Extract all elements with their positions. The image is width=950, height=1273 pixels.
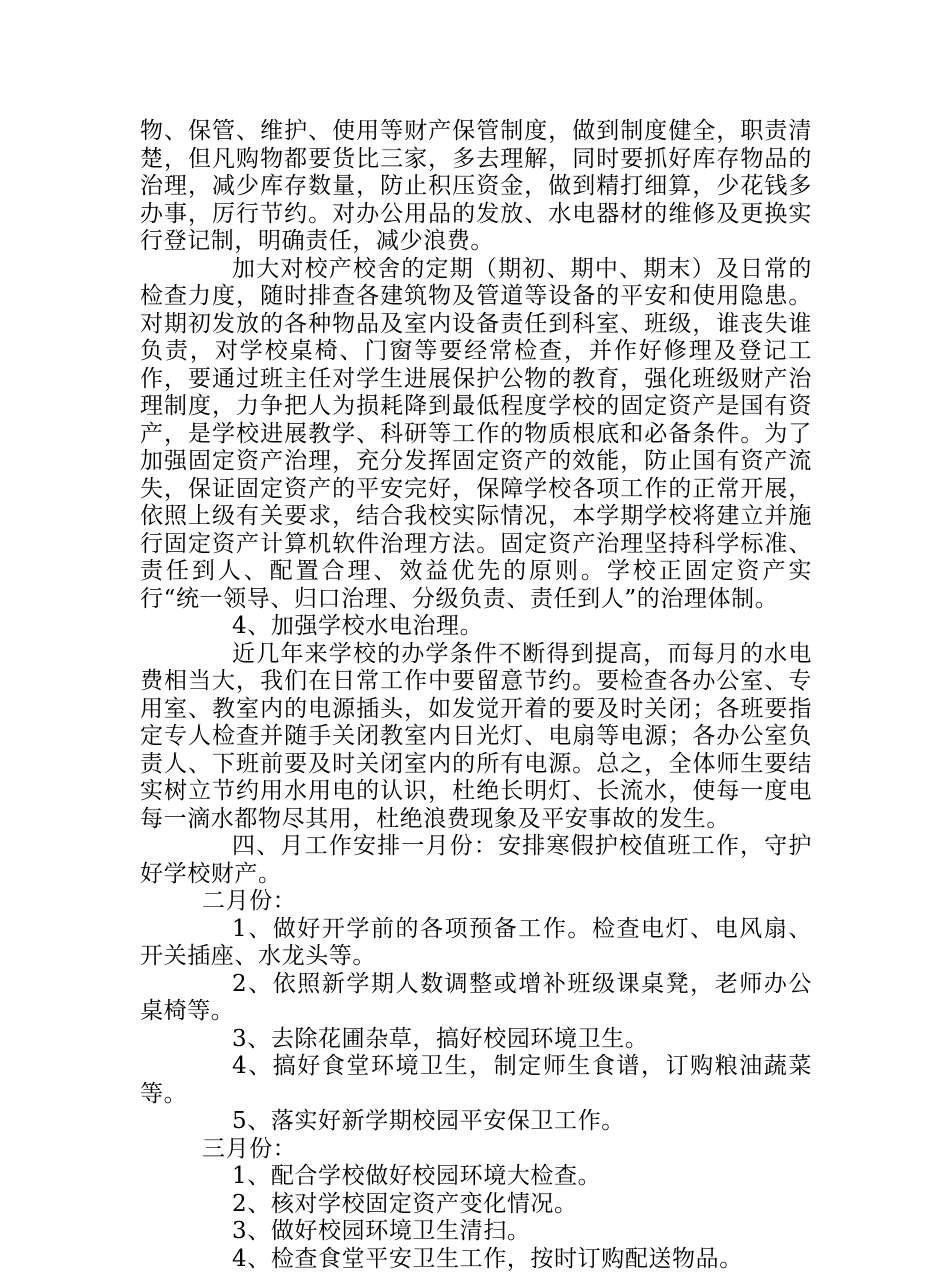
list-item-february-2: 2、依照新学期人数调整或增补班级课桌凳，老师办公桌椅等。: [140, 971, 812, 1026]
list-item-february-4: 4、搞好食堂环境卫生，制定师生食谱，订购粮油蔬菜等。: [140, 1053, 812, 1108]
list-item-march-2: 2、核对学校固定资产变化情况。: [140, 1191, 812, 1219]
paragraph-water-electricity: 近几年来学校的办学条件不断得到提高，而每月的水电费相当大，我们在日常工作中要留意节约。要检查各办公室、专用室、教室内的电源插头，如发觉开着的要及时关闭；各班要指定专人检查并随手关闭教室内日光灯、电扇等电源；各办公室负责人、下班前要及时关闭室内的所有电源。总之，全体师生要结实树立节约用水用电的认识，杜绝长明灯、长流水，使每一度电每一滴水都物尽其用，杜绝浪费现象及平安事故的发生。: [140, 641, 812, 834]
paragraph-inspection: 加大对校产校舍的定期（期初、期中、期末）及日常的检查力度，随时排查各建筑物及管道等设备的平安和使用隐患。对期初发放的各种物品及室内设备责任到科室、班级，谁丧失谁负责，对学校桌椅、门窗等要经常检查，并作好修理及登记工作，要通过班主任对学生进展保护公物的教育，强化班级财产治理制度，力争把人为损耗降到最低程度学校的固定资产是国有资产，是学校进展教学、科研等工作的物质根底和必备条件。为了加强固定资产治理，充分发挥固定资产的效能，防止国有资产流失，保证固定资产的平安完好，保障学校各项工作的正常开展，依照上级有关要求，结合我校实际情况，本学期学校将建立并施行固定资产计算机软件治理方法。固定资产治理坚持科学标准、责任到人、配置合理、效益优先的原则。学校正固定资产实行“统一领导、归口治理、分级负责、责任到人”的治理体制。: [140, 256, 812, 614]
heading-water-electricity: 4、加强学校水电治理。: [140, 613, 812, 641]
document-body: [140, 118, 812, 1273]
list-item-february-1: 1、做好开学前的各项预备工作。检查电灯、电风扇、开关插座、水龙头等。: [140, 916, 812, 971]
list-item-february-3: 3、去除花圃杂草，搞好校园环境卫生。: [140, 1026, 812, 1054]
list-item-march-3: 3、做好校园环境卫生清扫。: [140, 1218, 812, 1246]
list-item-march-1: 1、配合学校做好校园环境大检查。: [140, 1163, 812, 1191]
heading-february: 二月份：: [140, 888, 812, 916]
paragraph-property-management: 物、保管、维护、使用等财产保管制度，做到制度健全，职责清楚，但凡购物都要货比三家，多去理解，同时要抓好库存物品的治理，减少库存数量，防止积压资金，做到精打细算，少花钱多办事，厉行节约。对办公用品的发放、水电器材的维修及更换实行登记制，明确责任，减少浪费。: [140, 118, 812, 256]
paragraph-monthly-plan-january: 四、月工作安排一月份：安排寒假护校值班工作，守护好学校财产。: [140, 833, 812, 888]
list-item-february-5: 5、落实好新学期校园平安保卫工作。: [140, 1108, 812, 1136]
list-item-march-4: 4、检查食堂平安卫生工作，按时订购配送物品。: [140, 1246, 812, 1273]
heading-march: 三月份：: [140, 1136, 812, 1164]
